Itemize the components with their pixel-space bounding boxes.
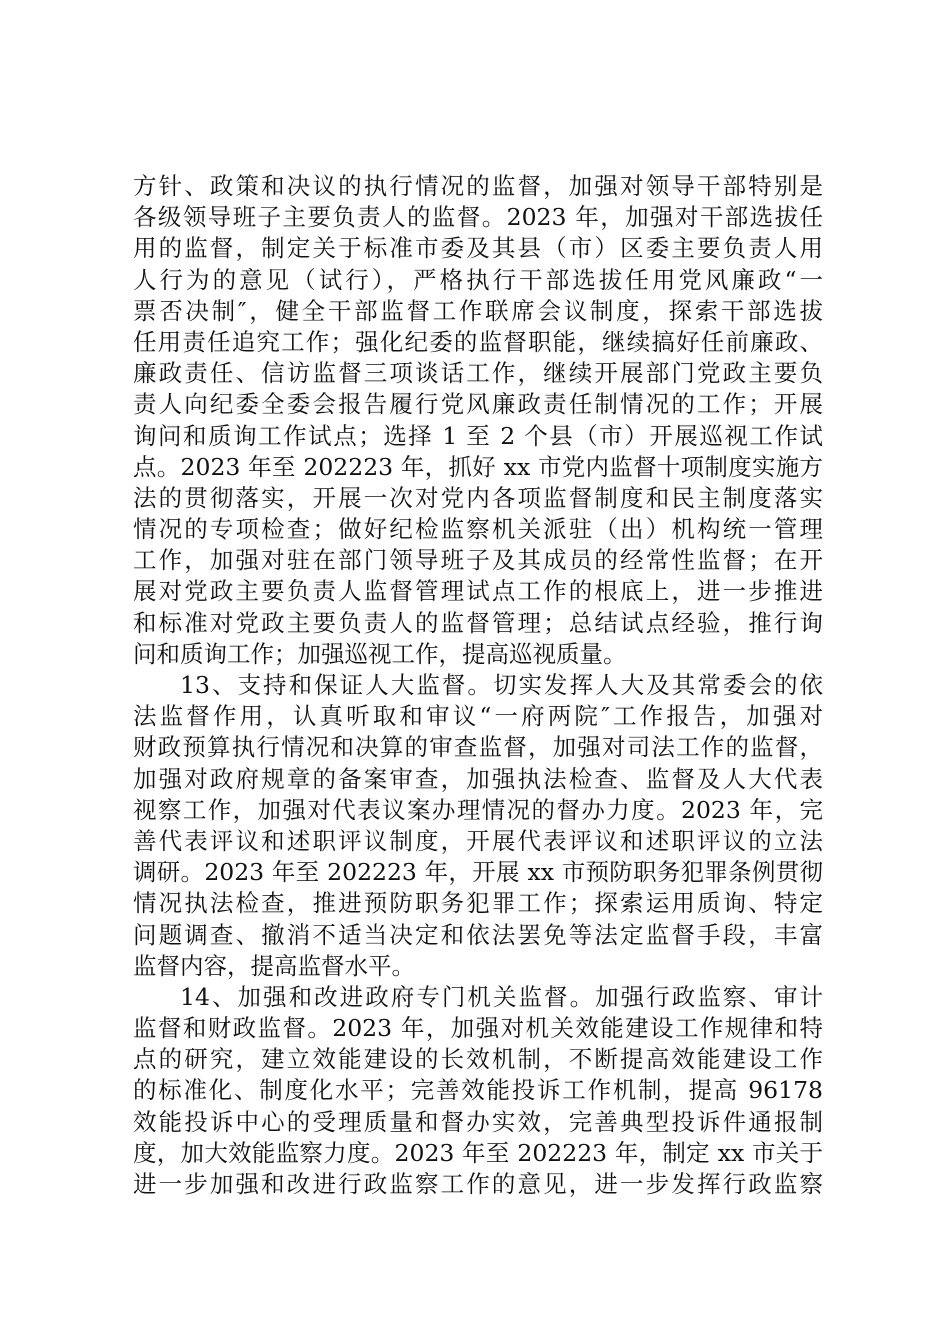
text-line: 法的贯彻落实，开展一次对党内各项监督制度和民主制度落实 bbox=[133, 483, 823, 512]
text-line: 点。2023 年至 202223 年，抓好 xx 市党内监督十项制度实施方 bbox=[133, 452, 823, 481]
text-line: 工作，加强对驻在部门领导班子及其成员的经常性监督；在开 bbox=[133, 546, 823, 575]
text-line: 调研。2023 年至 202223 年，开展 xx 市预防职务犯罪条例贯彻 bbox=[133, 858, 823, 887]
text-line: 问和质询工作；加强巡视工作，提高巡视质量。 bbox=[133, 639, 627, 668]
text-line: 情况的专项检查；做好纪检监察机关派驻（出）机构统一管理 bbox=[133, 515, 823, 544]
text-line: 询问和质询工作试点；选择 1 至 2 个县（市）开展巡视工作试 bbox=[133, 421, 823, 450]
text-line: 问题调查、撤消不适当决定和依法罢免等法定监督手段，丰富 bbox=[133, 920, 823, 949]
paragraph-13-first-line: 13、支持和保证人大监督。切实发挥人大及其常委会的依 bbox=[180, 671, 823, 699]
text-line: 责人向纪委全委会报告履行党风廉政责任制情况的工作；开展 bbox=[133, 390, 823, 419]
text-line: 度，加大效能监察力度。2023 年至 202223 年，制定 xx 市关于 bbox=[133, 1138, 823, 1167]
text-line: 善代表评议和述职评议制度，开展代表评议和述职评议的立法 bbox=[133, 826, 823, 855]
text-line: 任用责任追究工作；强化纪委的监督职能，继续搞好任前廉政、 bbox=[133, 327, 823, 356]
text-line: 财政预算执行情况和决算的审查监督，加强对司法工作的监督， bbox=[133, 733, 823, 762]
text-line: 的标准化、制度化水平；完善效能投诉工作机制，提高 96178 bbox=[133, 1076, 823, 1105]
paragraph-14-first-line: 14、加强和改进政府专门机关监督。加强行政监察、审计 bbox=[180, 982, 823, 1011]
text-line: 展对党政主要负责人监督管理试点工作的根底上，进一步推进 bbox=[133, 577, 823, 606]
text-line: 加强对政府规章的备案审查，加强执法检查、监督及人大代表 bbox=[133, 764, 823, 793]
text-line: 进一步加强和改进行政监察工作的意见，进一步发挥行政监察 bbox=[133, 1170, 823, 1198]
text-line: 廉政责任、信访监督三项谈话工作，继续开展部门党政主要负 bbox=[133, 359, 823, 388]
text-line: 用的监督，制定关于标准市委及其县（市）区委主要负责人用 bbox=[133, 234, 823, 263]
text-line: 和标准对党政主要负责人的监督管理；总结试点经验，推行询 bbox=[133, 608, 823, 637]
text-line: 点的研究，建立效能建设的长效机制，不断提高效能建设工作 bbox=[133, 1045, 823, 1074]
text-line: 效能投诉中心的受理质量和督办实效，完善典型投诉件通报制 bbox=[133, 1107, 823, 1136]
text-line: 监督和财政监督。2023 年，加强对机关效能建设工作规律和特 bbox=[133, 1014, 823, 1043]
text-line: 票否决制″，健全干部监督工作联席会议制度，探索干部选拔 bbox=[133, 296, 823, 325]
text-line: 人行为的意见（试行），严格执行干部选拔任用党风廉政“一 bbox=[133, 265, 823, 294]
text-line: 各级领导班子主要负责人的监督。2023 年，加强对干部选拔任 bbox=[133, 203, 823, 232]
text-line: 视察工作，加强对代表议案办理情况的督办力度。2023 年，完 bbox=[133, 795, 823, 824]
text-line: 情况执法检查，推进预防职务犯罪工作；探索运用质询、特定 bbox=[133, 889, 823, 918]
text-line: 监督内容，提高监督水平。 bbox=[133, 951, 415, 980]
text-line: 方针、政策和决议的执行情况的监督，加强对领导干部特别是 bbox=[133, 172, 823, 200]
text-line: 法监督作用，认真听取和审议“一府两院″工作报告，加强对 bbox=[133, 702, 823, 731]
body-text bbox=[133, 171, 823, 1200]
